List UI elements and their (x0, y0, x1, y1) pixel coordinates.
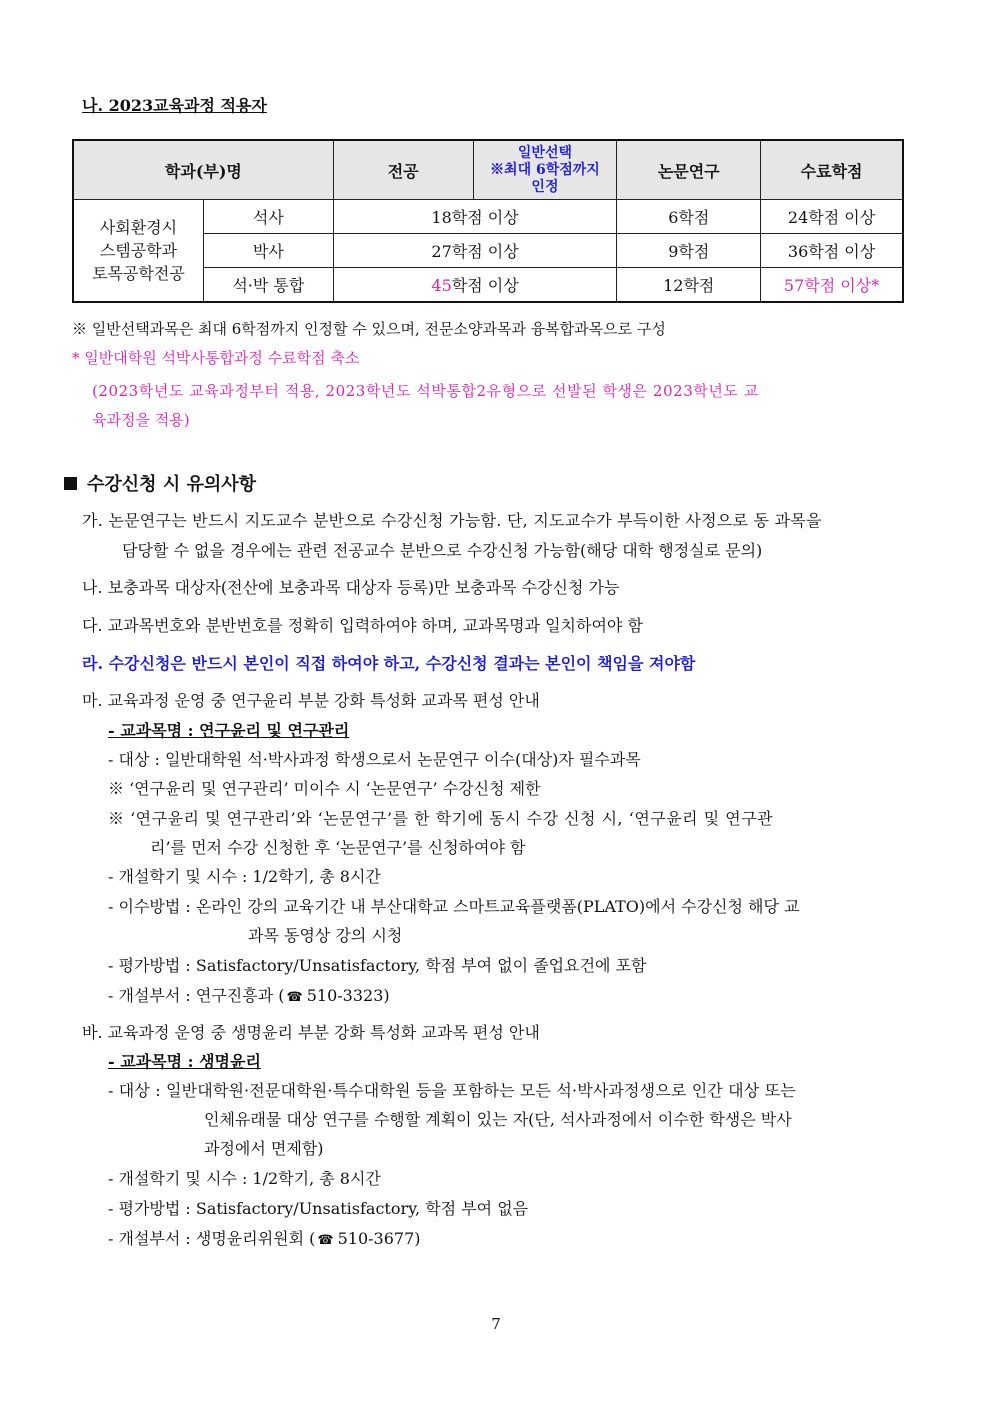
section-title: 나. 2023교육과정 적용자 (82, 96, 267, 115)
dept-name-line1: 사회환경시 (99, 218, 178, 237)
ma-dept-text: - 개설부서 : 연구진흥과 (108, 986, 274, 1005)
ba-dept: - 개설부서 : 생명윤리위원회 ( ☎ 510-3677) (108, 1229, 421, 1248)
ma-method-b: 과목 동영상 강의 시청 (248, 926, 403, 945)
item-na: 나. 보충과목 대상자(전산에 보충과목 대상자 등록)만 보충과목 수강신청 가능 (82, 578, 620, 597)
ba-term: - 개설학기 및 시수 : 1/2학기, 총 8시간 (108, 1169, 381, 1188)
ma-note-1: ※ ‘연구윤리 및 연구관리’ 미이수 시 ‘논문연구’ 수강신청 제한 (108, 779, 541, 798)
thesis-cell: 9학점 (617, 234, 761, 268)
ba-eval: - 평가방법 : Satisfactory/Unsatisfactory, 학점 부여 없음 (108, 1199, 529, 1218)
item-ga-line2: 담당할 수 없을 경우에는 관련 전공교수 분반으로 수강신청 가능함(해당 대학 행정실로 문의) (122, 541, 763, 560)
header-total: 수료학점 (761, 140, 903, 200)
table-header-row (73, 140, 903, 200)
major-elective-cell: 18학점 이상 (333, 200, 617, 234)
header-thesis: 논문연구 (617, 140, 761, 200)
ba-target-b: 인체유래물 대상 연구를 수행할 계획이 있는 자(단, 석사과정에서 이수한 학생은 박사 (204, 1110, 792, 1129)
section-heading (64, 470, 256, 496)
header-elective-line3: 인정 (531, 178, 559, 195)
major-elective-cell (333, 268, 617, 303)
item-ra: 라. 수강신청은 반드시 본인이 직접 하여야 하고, 수강신청 결과는 본인이 책임을 져야함 (82, 654, 696, 673)
note-elective: ※ 일반선택과목은 최대 6학점까지 인정할 수 있으며, 전문소양과목과 융복합과목으로 구성 (72, 320, 666, 338)
header-dept: 학과(부)명 (73, 140, 333, 200)
ma-term: - 개설학기 및 시수 : 1/2학기, 총 8시간 (108, 867, 381, 886)
thesis-cell: 12학점 (617, 268, 761, 303)
header-major: 전공 (333, 140, 473, 200)
phone-icon: ☎ (317, 1233, 334, 1248)
degree-cell: 석사 (203, 200, 333, 234)
dept-name-line3: 토목공학전공 (92, 264, 185, 283)
ba-dept-text: - 개설부서 : 생명윤리위원회 (108, 1229, 305, 1248)
phone-icon: ☎ (286, 990, 303, 1005)
item-da: 다. 교과목번호와 분반번호를 정확히 입력하여야 하며, 교과목명과 일치하여야 함 (82, 616, 643, 635)
degree-cell: 박사 (203, 234, 333, 268)
note-integrated-detail-1: (2023학년도 교육과정부터 적용, 2023학년도 석박통합2유형으로 선발된 학생은 2023학년도 교 (92, 382, 759, 400)
total-cell: 36학점 이상 (761, 234, 903, 268)
degree-cell: 석·박 통합 (203, 268, 333, 303)
thesis-cell: 6학점 (617, 200, 761, 234)
header-elective-line1: 일반선택 (517, 144, 572, 161)
dept-name-line2: 스템공학과 (99, 241, 178, 260)
total-cell: 24학점 이상 (761, 200, 903, 234)
page-number: 7 (491, 1315, 501, 1333)
ba-phone: 510-3677) (337, 1229, 421, 1248)
dept-name-cell (73, 200, 203, 303)
note-integrated-detail-2: 육과정을 적용) (92, 411, 190, 429)
item-ma: 마. 교육과정 운영 중 연구윤리 부분 강화 특성화 교과목 편성 안내 (82, 691, 540, 710)
ma-eval: - 평가방법 : Satisfactory/Unsatisfactory, 학점 부여 없이 졸업요건에 포함 (108, 956, 647, 975)
ma-dept: - 개설부서 : 연구진흥과 ( ☎ 510-3323) (108, 986, 390, 1005)
header-elective-line2: ※최대 6학점까지 (490, 161, 600, 178)
ma-method-a: - 이수방법 : 온라인 강의 교육기간 내 부산대학교 스마트교육플랫폼(PLATO)에서 수강신청 해당 교 (108, 897, 800, 916)
ba-target-c: 과정에서 면제함) (204, 1139, 324, 1158)
total-cell: 57학점 이상* (761, 268, 903, 303)
major-elective-cell: 27학점 이상 (333, 234, 617, 268)
ma-phone: 510-3323) (306, 986, 390, 1005)
ma-target: - 대상 : 일반대학원 석·박사과정 학생으로서 논문연구 이수(대상)자 필수과목 (108, 750, 641, 769)
credit-requirements-table (72, 139, 904, 303)
header-elective (473, 140, 617, 200)
ma-note-2a: ※ ‘연구윤리 및 연구관리’와 ‘논문연구’를 한 학기에 동시 수강 신청 시, ‘연구윤리 및 연구관 (108, 809, 774, 828)
ma-subject: - 교과목명 : 연구윤리 및 연구관리 (108, 721, 350, 740)
major-credit-number: 45 (431, 276, 452, 295)
ba-target-a: - 대상 : 일반대학원·전문대학원·특수대학원 등을 포함하는 모든 석·박사과정생으로 인간 대상 또는 (108, 1081, 796, 1100)
note-integrated: * 일반대학원 석박사통합과정 수료학점 축소 (72, 349, 360, 367)
major-credit-suffix: 학점 이상 (451, 276, 519, 295)
item-ba: 바. 교육과정 운영 중 생명윤리 부분 강화 특성화 교과목 편성 안내 (82, 1023, 540, 1042)
table-row (73, 200, 903, 234)
item-ga-line1: 가. 논문연구는 반드시 지도교수 분반으로 수강신청 가능함. 단, 지도교수가 부득이한 사정으로 동 과목을 (82, 511, 822, 530)
ma-note-2b: 리’를 먼저 수강 신청한 후 ‘논문연구’를 신청하여야 함 (150, 838, 526, 857)
square-bullet-icon (64, 477, 77, 490)
section-heading-text: 수강신청 시 유의사항 (87, 474, 257, 495)
ba-subject: - 교과목명 : 생명윤리 (108, 1052, 261, 1071)
